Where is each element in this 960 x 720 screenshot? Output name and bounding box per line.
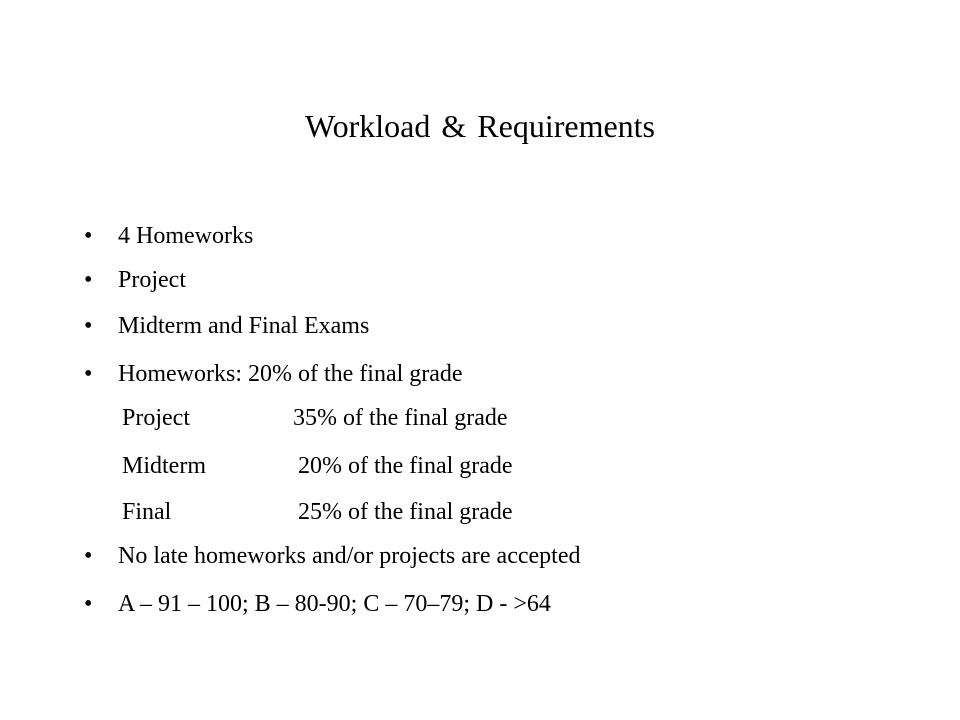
grade-weight-value: 35% of the final grade bbox=[293, 405, 508, 431]
slide-title: Workload & Requirements bbox=[304, 108, 655, 144]
grade-weight-value: 25% of the final grade bbox=[298, 499, 513, 525]
grade-weight-label: Final bbox=[122, 499, 172, 525]
list-item-text: Homeworks: 20% of the final grade bbox=[118, 361, 463, 387]
bullet-icon: • bbox=[84, 267, 93, 293]
grade-weight-label: Project bbox=[122, 405, 190, 431]
bullet-icon: • bbox=[84, 313, 93, 339]
list-item-text: A – 91 – 100; B – 80-90; C – 70–79; D - >64 bbox=[118, 591, 551, 617]
grade-weight-value: 20% of the final grade bbox=[298, 453, 513, 479]
bullet-icon: • bbox=[84, 591, 93, 617]
grade-weight-label: Midterm bbox=[122, 453, 206, 479]
list-item-text: Project bbox=[118, 267, 186, 293]
bullet-icon: • bbox=[84, 223, 93, 249]
list-item-text: No late homeworks and/or projects are accepted bbox=[118, 543, 581, 569]
bullet-icon: • bbox=[84, 543, 93, 569]
list-item-text: 4 Homeworks bbox=[118, 223, 254, 249]
bullet-icon: • bbox=[84, 361, 93, 387]
list-item-text: Midterm and Final Exams bbox=[118, 313, 370, 339]
